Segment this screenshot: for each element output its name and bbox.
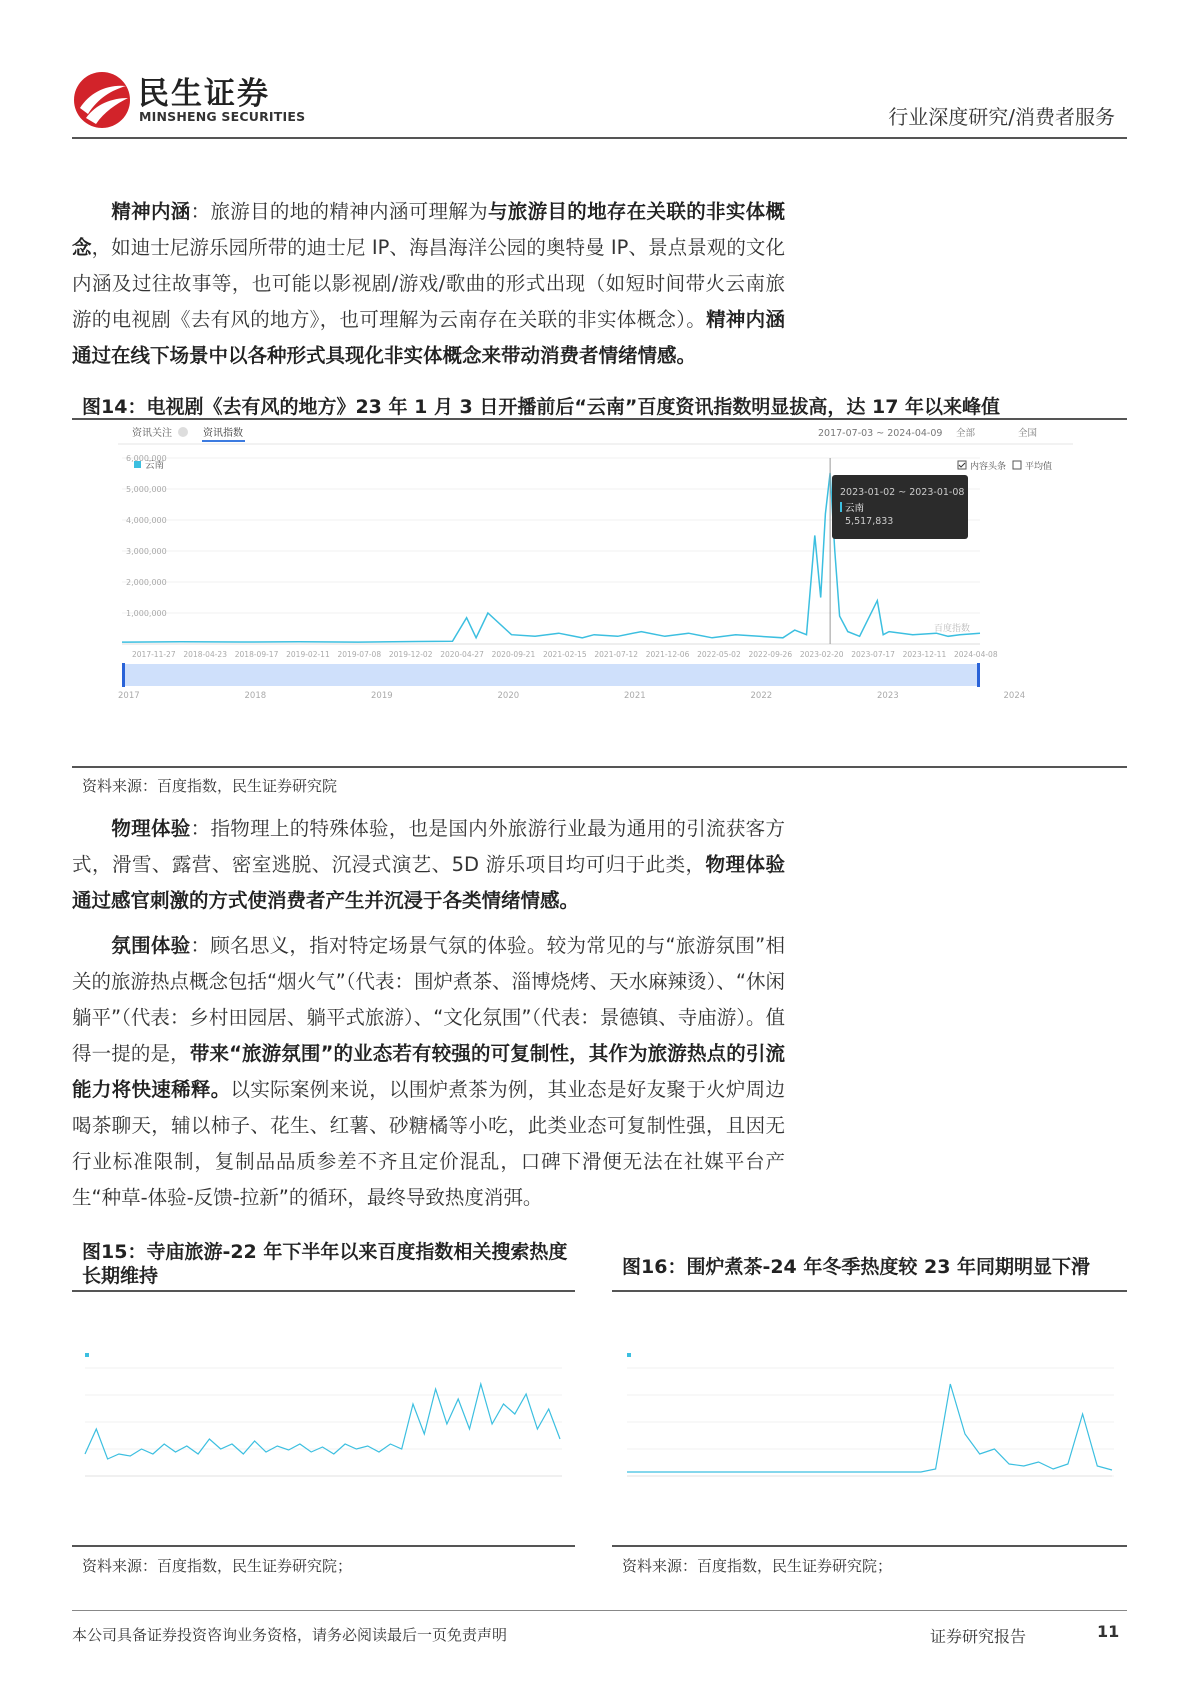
watermark: 百度指数 — [934, 624, 971, 634]
para3-text2: 以实际案例来说，以围炉煮茶为例，其业态是好友聚于火炉周边喝茶聊天，辅以柿子、花生、红薯、砂糖橘等小吃，此类业态可复制性强，且因无行业标准限制，复制品品质参差不齐且定价混乱，口碑下滑便无法在社媒平台产生“种草-体验-反馈-拉新”的循环，最终导致热度消弭。 — [72, 1078, 785, 1209]
x-tick-label: 2019-02-11 — [286, 650, 330, 659]
range-slider-track[interactable] — [122, 664, 980, 686]
range-year-label: 2018 — [244, 691, 267, 701]
tab-news-index[interactable]: 资讯指数 — [203, 428, 243, 439]
para2-bold1: 物理体验通过感官刺激的方式使消费者产生并沉浸于各类情绪情感。 — [72, 853, 785, 912]
brand-name-en: MINSHENG SECURITIES — [139, 109, 306, 124]
checkbox-average-label: 平均值 — [1025, 462, 1053, 472]
x-axis-ticks — [132, 650, 998, 659]
chart-16-legend-swatch — [627, 1353, 631, 1357]
brand-name-cn: 民生证券 — [138, 76, 270, 112]
chart-16-grid — [627, 1368, 1114, 1476]
date-range[interactable]: 2017-07-03 ~ 2024-04-09 — [818, 428, 943, 439]
figure-16-source: 资料来源：百度指数，民生证券研究院； — [622, 1557, 893, 1575]
paragraph-physical — [72, 811, 785, 919]
range-year-label: 2023 — [877, 691, 899, 701]
figure-14-bottom-rule — [72, 766, 1127, 768]
checkbox-content-label: 内容头条 — [970, 462, 1007, 472]
x-tick-label: 2023-02-20 — [799, 650, 844, 659]
chart-15-grid — [85, 1368, 562, 1476]
chart-16-series-line — [627, 1384, 1112, 1472]
figure-16-title: 图16：围炉煮茶-24 年冬季热度较 23 年同期明显下滑 — [622, 1256, 1091, 1278]
tooltip-value: 5,517,833 — [845, 516, 894, 527]
figure-15-bottom-rule — [72, 1545, 575, 1547]
y-tick-label: 6,000,000 — [126, 454, 167, 463]
y-tick-label: 5,000,000 — [126, 485, 167, 494]
tooltip-date: 2023-01-02 ~ 2023-01-08 — [840, 487, 965, 498]
range-year-label: 2021 — [624, 691, 646, 701]
range-year-label: 2019 — [371, 691, 393, 701]
y-tick-label: 3,000,000 — [126, 547, 167, 556]
figure-14-top-rule — [72, 418, 1127, 420]
active-tab-underline — [202, 440, 245, 442]
tab-news-attention[interactable]: 资讯关注 — [132, 428, 172, 439]
x-tick-label: 2024-04-08 — [954, 650, 998, 659]
para3-lead: 氛围体验 — [111, 934, 191, 957]
y-tick-label: 2,000,000 — [126, 578, 167, 587]
x-tick-label: 2021-07-12 — [594, 650, 638, 659]
para2-lead: 物理体验 — [111, 817, 191, 840]
para1-bold1: 与旅游目的地存在关联的非实体概念 — [72, 200, 785, 259]
para1-lead: 精神内涵 — [111, 200, 191, 223]
x-tick-label: 2018-09-17 — [234, 650, 279, 659]
x-tick-label: 2021-12-06 — [645, 650, 690, 659]
y-tick-label: 4,000,000 — [126, 516, 167, 525]
range-year-label: 2020 — [497, 691, 520, 701]
x-tick-label: 2020-04-27 — [440, 650, 484, 659]
figure-15-title: 图15：寺庙旅游-22 年下半年以来百度指数相关搜索热度长期维持 — [82, 1241, 568, 1287]
range-handle-right[interactable] — [977, 663, 980, 687]
x-tick-label: 2020-09-21 — [491, 650, 536, 659]
para1-text2: ，如迪士尼游乐园所带的迪士尼 IP、海昌海洋公园的奥特曼 IP、景点景观的文化内涵及过往故事等，也可能以影视剧/游戏/歌曲的形式出现（如短时间带火云南旅游的电视剧《去有风的地方》，也可理解为云南存在关联的非实体概念）。 — [72, 236, 785, 331]
y-tick-label: 1,000,000 — [126, 609, 167, 618]
x-tick-label: 2018-04-23 — [183, 650, 227, 659]
checkmark-icon — [959, 463, 965, 467]
figure-15-source: 资料来源：百度指数，民生证券研究院； — [82, 1557, 353, 1575]
x-tick-label: 2017-11-27 — [132, 650, 176, 659]
chart-15-legend-swatch — [85, 1353, 89, 1357]
figure-14-source: 资料来源：百度指数，民生证券研究院 — [82, 777, 338, 795]
footer-divider — [72, 1610, 1127, 1611]
tooltip-series: 云南 — [845, 503, 865, 514]
x-tick-label: 2021-02-15 — [543, 650, 587, 659]
para1-text1: ：旅游目的地的精神内涵可理解为 — [190, 200, 488, 223]
para3-bold1: 带来“旅游氛围”的业态若有较强的可复制性，其作为旅游热点的引流能力将快速稀释。 — [72, 1042, 785, 1101]
footer-disclaimer: 本公司具备证券投资咨询业务资格，请务必阅读最后一页免责声明 — [72, 1626, 508, 1644]
figure-16-top-rule — [612, 1290, 1127, 1292]
range-handle-left[interactable] — [122, 663, 125, 687]
x-tick-label: 2022-09-26 — [748, 650, 793, 659]
figure-16-bottom-rule — [612, 1545, 1127, 1547]
help-icon — [178, 427, 188, 437]
tooltip-series-marker — [840, 502, 842, 512]
header-divider — [72, 137, 1127, 139]
para3-text1: ：顾名思义，指对特定场景气氛的体验。较为常见的与“旅游氛围”相关的旅游热点概念包括“烟火气”（代表：围炉煮茶、淄博烧烤、天水麻辣烫）、“休闲躺平”（代表：乡村田园居、躺平式旅游）、“文化氛围”（代表：景德镇、寺庙游）。值得一提的是， — [72, 934, 785, 1065]
report-category: 行业深度研究/消费者服务 — [888, 105, 1115, 129]
chart-15 — [80, 1348, 565, 1488]
x-tick-label: 2019-12-02 — [388, 650, 433, 659]
page-number: 11 — [1097, 1622, 1120, 1641]
x-tick-label: 2019-07-08 — [337, 650, 382, 659]
para1-bold2: 精神内涵通过在线下场景中以各种形式具现化非实体概念来带动消费者情绪情感。 — [72, 308, 785, 367]
legend-label: 云南 — [145, 460, 165, 471]
range-year-label: 2022 — [750, 691, 773, 701]
chart-14 — [118, 422, 1073, 752]
x-tick-label: 2023-12-11 — [902, 650, 947, 659]
x-tick-label: 2023-07-17 — [851, 650, 895, 659]
range-year-label: 2017 — [118, 691, 140, 701]
x-tick-label: 2022-05-02 — [697, 650, 741, 659]
figure-15-top-rule — [72, 1290, 575, 1292]
footer-report-type: 证券研究报告 — [930, 1627, 1027, 1646]
range-year-label: 2024 — [1003, 691, 1026, 701]
chart-16 — [622, 1348, 1117, 1488]
range-year-labels — [118, 691, 1025, 701]
paragraph-spiritual — [72, 194, 785, 374]
filter-region[interactable]: 全国 — [1018, 428, 1038, 439]
para2-text1: ：指物理上的特殊体验，也是国内外旅游行业最为通用的引流获客方式，滑雪、露营、密室逃脱、沉浸式演艺、5D 游乐项目均可归于此类， — [72, 817, 785, 876]
paragraph-atmosphere — [72, 928, 785, 1216]
checkbox-average-icon[interactable] — [1013, 461, 1021, 469]
filter-all[interactable]: 全部 — [956, 428, 976, 439]
minsheng-logo-icon — [72, 70, 132, 130]
figure-14-title: 图14：电视剧《去有风的地方》23 年 1 月 3 日开播前后“云南”百度资讯指数明显拔高，达 17 年以来峰值 — [82, 396, 1001, 418]
